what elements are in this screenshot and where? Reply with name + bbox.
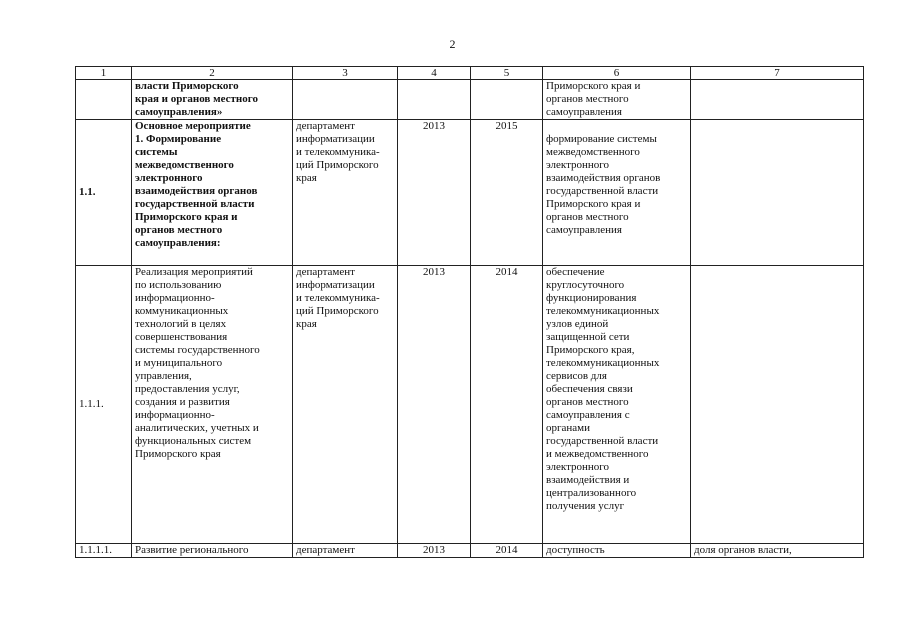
table-row bbox=[76, 80, 864, 120]
column-header-1: 1 bbox=[76, 67, 132, 80]
column-header-2: 2 bbox=[132, 67, 293, 80]
responsible-executor bbox=[293, 80, 398, 120]
column-number-row bbox=[76, 67, 864, 80]
column-header-4: 4 bbox=[398, 67, 471, 80]
end-year: 2014 bbox=[471, 544, 543, 558]
expected-result: обеспечение круглосуточного функционирования телекоммуникационных узлов единой защищенной сети Приморского края, телекоммуникационных сервисов для обеспечения связи органов местного самоуправления с органами государственной власти и межведомственного электронного взаимодействия и централизованного получения услуг bbox=[543, 266, 691, 544]
start-year bbox=[398, 80, 471, 120]
responsible-executor: департамент информатизации и телекоммуника- ций Приморского края bbox=[293, 120, 398, 266]
responsible-executor: департамент bbox=[293, 544, 398, 558]
program-measures-table bbox=[75, 66, 864, 558]
row-number: 1.1.1.1. bbox=[76, 544, 132, 558]
expected-result: формирование системы межведомственного электронного взаимодействия органов государственной власти Приморского края и органов местного самоуправления bbox=[543, 120, 691, 266]
table-row bbox=[76, 120, 864, 266]
responsible-executor: департамент информатизации и телекоммуника- ций Приморского края bbox=[293, 266, 398, 544]
column-header-3: 3 bbox=[293, 67, 398, 80]
start-year: 2013 bbox=[398, 120, 471, 266]
page-number: 2 bbox=[449, 37, 456, 51]
expected-result: доступность bbox=[543, 544, 691, 558]
measure-name: Реализация мероприятий по использованию информационно- коммуникационных технологий в целях совершенствования системы государственного и муниципального управления, предоставления услуг, создания и развития информационно- аналитических, учетных и функциональных систем Приморского края bbox=[132, 266, 293, 544]
start-year: 2013 bbox=[398, 266, 471, 544]
target-indicator bbox=[691, 266, 864, 544]
measure-name: Развитие регионального bbox=[132, 544, 293, 558]
target-indicator bbox=[691, 80, 864, 120]
end-year bbox=[471, 80, 543, 120]
target-indicator: доля органов власти, bbox=[691, 544, 864, 558]
column-header-6: 6 bbox=[543, 67, 691, 80]
end-year: 2014 bbox=[471, 266, 543, 544]
start-year: 2013 bbox=[398, 544, 471, 558]
table-row bbox=[76, 266, 864, 544]
measure-name: власти Приморского края и органов местного самоуправления» bbox=[132, 80, 293, 120]
column-header-5: 5 bbox=[471, 67, 543, 80]
row-number: 1.1.1. bbox=[76, 266, 132, 544]
table-row bbox=[76, 544, 864, 558]
measure-name: Основное мероприятие 1. Формирование системы межведомственного электронного взаимодействия органов государственной власти Приморского края и органов местного самоуправления: bbox=[132, 120, 293, 266]
row-number bbox=[76, 80, 132, 120]
column-header-7: 7 bbox=[691, 67, 864, 80]
expected-result: Приморского края и органов местного самоуправления bbox=[543, 80, 691, 120]
row-number: 1.1. bbox=[76, 120, 132, 266]
target-indicator bbox=[691, 120, 864, 266]
end-year: 2015 bbox=[471, 120, 543, 266]
